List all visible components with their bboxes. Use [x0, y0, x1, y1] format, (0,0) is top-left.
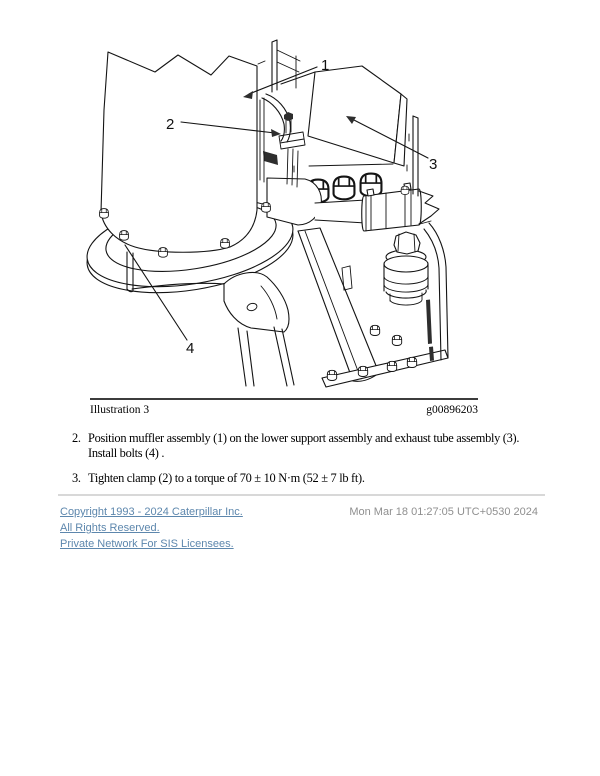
callout-3-label: 3 — [429, 156, 438, 173]
sis-licensees-link[interactable]: Private Network For SIS Licensees. — [60, 538, 234, 550]
step-item-3 — [72, 471, 542, 486]
step-text — [88, 431, 519, 461]
step-line: Install bolts (4) . — [88, 446, 165, 460]
illustration-caption: Illustration 3 — [90, 404, 150, 416]
isolator-mount — [384, 232, 428, 305]
copyright-link[interactable]: Copyright 1993 - 2024 Caterpillar Inc. — [60, 506, 243, 518]
procedure-steps — [72, 431, 542, 496]
callout-4-label: 4 — [186, 340, 195, 357]
step-text — [88, 471, 365, 486]
step-number: 3. — [72, 471, 81, 485]
step-number: 2. — [72, 431, 81, 445]
technical-illustration — [60, 36, 540, 398]
footer-divider — [58, 494, 545, 496]
frame-post — [258, 40, 300, 92]
exhaust-clamp — [260, 94, 305, 187]
caption-divider — [90, 398, 478, 400]
illustration-caption-row — [90, 404, 478, 416]
callout-2-label: 2 — [166, 116, 175, 133]
muffler-body — [101, 52, 257, 252]
rights-reserved-link[interactable]: All Rights Reserved. — [60, 522, 160, 534]
step-line: Tighten clamp (2) to a torque of 70 ± 10 N·m (52 ± 7 lb ft). — [88, 471, 365, 485]
step-line: Position muffler assembly (1) on the lower support assembly and exhaust tube assembly (3). — [88, 431, 520, 445]
graphic-id: g00896203 — [426, 404, 478, 416]
step-item-2 — [72, 431, 542, 461]
support-bracket — [420, 221, 448, 361]
footer-links — [60, 504, 243, 552]
muffler-install-drawing — [60, 36, 540, 398]
footer-timestamp: Mon Mar 18 01:27:05 UTC+0530 2024 — [349, 506, 538, 518]
callout-1-label: 1 — [321, 57, 330, 74]
